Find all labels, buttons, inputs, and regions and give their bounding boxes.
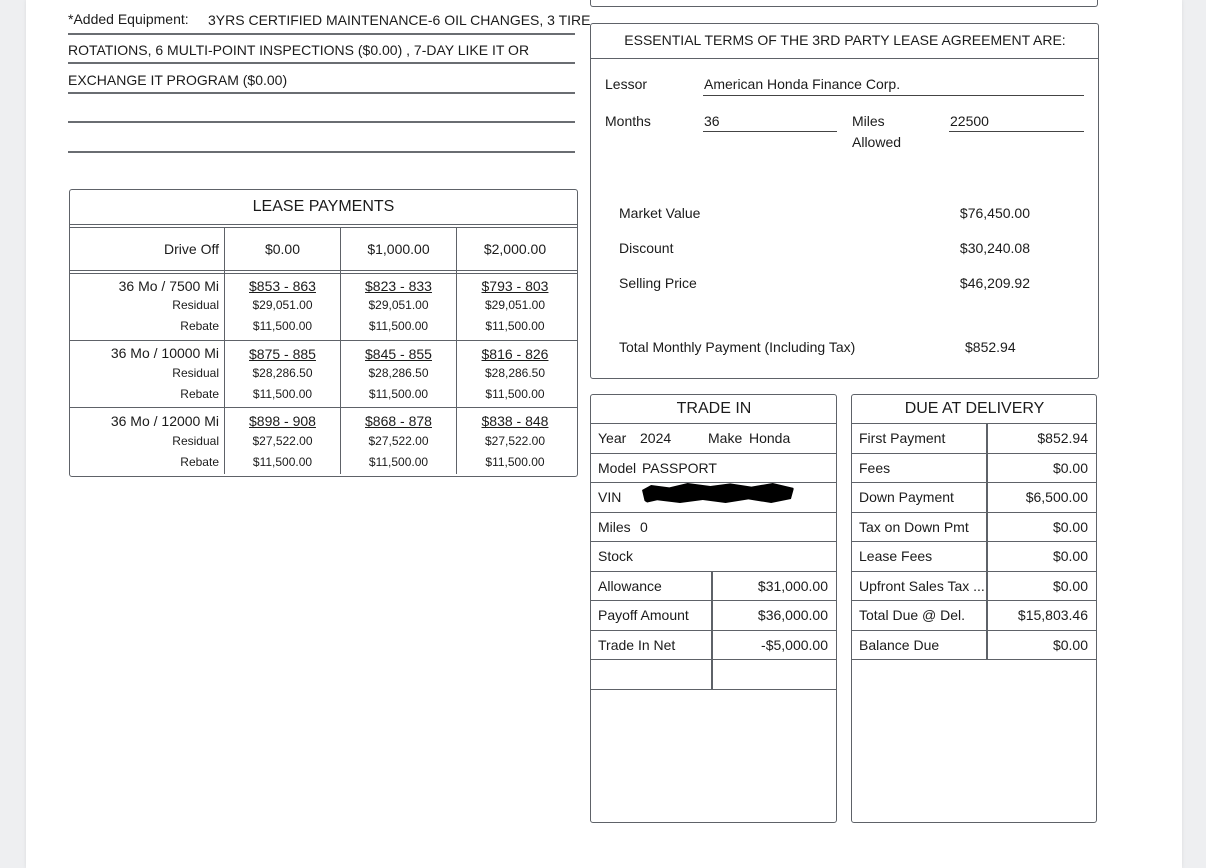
box-col-rule	[986, 423, 988, 659]
payment-range: $793 - 803	[481, 278, 549, 294]
payment-range: $853 - 863	[249, 278, 316, 294]
box-rule	[852, 630, 1096, 631]
selling-price-label: Selling Price	[619, 275, 697, 291]
divider	[68, 62, 575, 64]
due-at-delivery-title: DUE AT DELIVERY	[904, 400, 1045, 417]
payment-range: $868 - 878	[365, 413, 432, 429]
due-row-label: Upfront Sales Tax ...	[859, 578, 985, 594]
miles-allowed-label: Allowed	[852, 134, 902, 150]
market-value-label: Market Value	[619, 205, 701, 221]
rebate-value: $11,500.00	[485, 387, 545, 401]
rebate-label: Rebate	[180, 387, 219, 401]
discount-value: $30,240.08	[959, 240, 1030, 256]
box-rule	[591, 689, 836, 690]
table-rule	[70, 227, 577, 228]
trade-allowance-value: $31,000.00	[757, 578, 828, 594]
residual-value: $29,051.00	[368, 298, 429, 312]
box-col-rule	[711, 571, 713, 689]
drive-off-value: $1,000.00	[367, 241, 430, 257]
drive-off-label: Drive Off	[164, 241, 219, 257]
table-rule	[70, 273, 577, 274]
rebate-value: $11,500.00	[368, 455, 429, 469]
rebate-label: Rebate	[180, 455, 219, 469]
trade-allowance-label: Allowance	[598, 578, 662, 594]
trade-stock-label: Stock	[598, 548, 634, 564]
box-rule	[591, 453, 836, 454]
payment-range: $838 - 848	[481, 413, 549, 429]
table-rule	[70, 270, 577, 271]
drive-off-value: $0.00	[264, 241, 301, 257]
table-rule	[70, 407, 577, 408]
months-label: Months	[605, 113, 651, 129]
field-underline	[703, 131, 837, 132]
residual-value: $27,522.00	[484, 434, 546, 448]
box-rule	[852, 453, 1096, 454]
field-underline	[949, 131, 1084, 132]
box-rule	[852, 600, 1096, 601]
box-rule	[591, 630, 836, 631]
due-row-value: $0.00	[1052, 519, 1088, 535]
trade-make-value: Honda	[749, 430, 791, 446]
table-rule	[70, 224, 577, 225]
monthly-payment-label: Total Monthly Payment (Including Tax)	[619, 339, 856, 355]
essential-terms-title: ESSENTIAL TERMS OF THE 3RD PARTY LEASE AGREEMENT ARE:	[624, 32, 1066, 48]
box-rule	[852, 423, 1096, 424]
miles-allowed-label: Miles	[852, 113, 885, 129]
payment-range: $823 - 833	[365, 278, 432, 294]
miles-allowed-value: 22500	[950, 113, 989, 129]
lease-payments-title: LEASE PAYMENTS	[252, 198, 395, 215]
payment-range: $845 - 855	[365, 346, 432, 362]
due-row-label: Lease Fees	[859, 548, 933, 564]
due-row-label: First Payment	[859, 430, 946, 446]
due-row-value: $0.00	[1052, 548, 1088, 564]
selling-price-value: $46,209.92	[959, 275, 1030, 291]
divider	[68, 151, 575, 153]
due-row-label: Down Payment	[859, 489, 954, 505]
divider	[68, 33, 575, 35]
due-row-value: $0.00	[1052, 460, 1088, 476]
divider	[68, 121, 575, 123]
trade-miles-label: Miles	[598, 519, 631, 535]
box-rule	[591, 423, 836, 424]
term-label: 36 Mo / 10000 Mi	[110, 345, 219, 361]
trade-payoff-value: $36,000.00	[757, 607, 828, 623]
months-value: 36	[704, 113, 720, 129]
residual-label: Residual	[172, 298, 219, 312]
rebate-label: Rebate	[180, 319, 219, 333]
box-rule	[852, 482, 1096, 483]
market-value: $76,450.00	[959, 205, 1030, 221]
due-row-value: $0.00	[1052, 578, 1088, 594]
trade-model-label: Model	[598, 460, 637, 476]
payment-range: $816 - 826	[481, 346, 549, 362]
trade-payoff-label: Payoff Amount	[598, 607, 689, 623]
box-rule	[591, 659, 836, 660]
top-box-stub	[590, 0, 1098, 7]
monthly-payment-value: $852.94	[965, 339, 1016, 355]
due-row-value: $0.00	[1052, 637, 1088, 653]
table-rule	[70, 340, 577, 341]
residual-value: $28,286.50	[252, 366, 313, 380]
trade-make-label: Make	[708, 430, 743, 446]
equipment-line-3: EXCHANGE IT PROGRAM ($0.00)	[68, 72, 288, 88]
equipment-label: *Added Equipment:	[68, 11, 189, 27]
field-underline	[703, 95, 1084, 96]
rebate-value: $11,500.00	[368, 319, 429, 333]
payment-range: $898 - 908	[249, 413, 316, 429]
trade-year-label: Year	[598, 430, 627, 446]
drive-off-value: $2,000.00	[483, 241, 547, 257]
box-rule	[852, 541, 1096, 542]
due-row-label: Balance Due	[859, 637, 940, 653]
trade-vin-label: VIN	[598, 489, 622, 505]
residual-value: $28,286.50	[368, 366, 429, 380]
box-rule	[591, 58, 1098, 59]
due-row-value: $15,803.46	[1017, 607, 1088, 623]
trade-net-value: -$5,000.00	[761, 637, 828, 653]
residual-value: $27,522.00	[252, 434, 313, 448]
trade-in-title: TRADE IN	[676, 400, 752, 417]
box-rule	[591, 482, 836, 483]
residual-value: $29,051.00	[484, 298, 546, 312]
box-rule	[852, 571, 1096, 572]
due-row-label: Tax on Down Pmt	[859, 519, 969, 535]
rebate-value: $11,500.00	[368, 387, 429, 401]
residual-value: $29,051.00	[252, 298, 313, 312]
trade-miles-value: 0	[640, 519, 648, 535]
rebate-value: $11,500.00	[485, 319, 545, 333]
payment-range: $875 - 885	[249, 346, 316, 362]
equipment-line-2: ROTATIONS, 6 MULTI-POINT INSPECTIONS ($0.00) , 7-DAY LIKE IT OR	[68, 42, 530, 58]
term-label: 36 Mo / 7500 Mi	[118, 278, 219, 294]
rebate-value: $11,500.00	[252, 455, 313, 469]
residual-value: $27,522.00	[368, 434, 429, 448]
box-rule	[591, 571, 836, 572]
due-row-label: Total Due @ Del.	[859, 607, 966, 623]
box-rule	[591, 600, 836, 601]
lessor-value: American Honda Finance Corp.	[704, 76, 901, 92]
box-rule	[591, 541, 836, 542]
equipment-line-1: 3YRS CERTIFIED MAINTENANCE-6 OIL CHANGES, 3 TIRE	[208, 12, 591, 28]
box-rule	[852, 512, 1096, 513]
rebate-value: $11,500.00	[252, 319, 313, 333]
due-row-value: $852.94	[1037, 430, 1088, 446]
trade-model-value: PASSPORT	[642, 460, 717, 476]
rebate-value: $11,500.00	[252, 387, 313, 401]
residual-value: $28,286.50	[484, 366, 546, 380]
rebate-value: $11,500.00	[485, 455, 545, 469]
trade-year-value: 2024	[640, 430, 672, 446]
box-rule	[591, 512, 836, 513]
divider	[68, 92, 575, 94]
due-row-label: Fees	[859, 460, 891, 476]
residual-label: Residual	[172, 434, 219, 448]
term-label: 36 Mo / 12000 Mi	[110, 413, 219, 429]
due-row-value: $6,500.00	[1025, 489, 1088, 505]
lessor-label: Lessor	[605, 76, 648, 92]
discount-label: Discount	[619, 240, 674, 256]
box-rule	[852, 659, 1096, 660]
residual-label: Residual	[172, 366, 219, 380]
trade-net-label: Trade In Net	[598, 637, 676, 653]
